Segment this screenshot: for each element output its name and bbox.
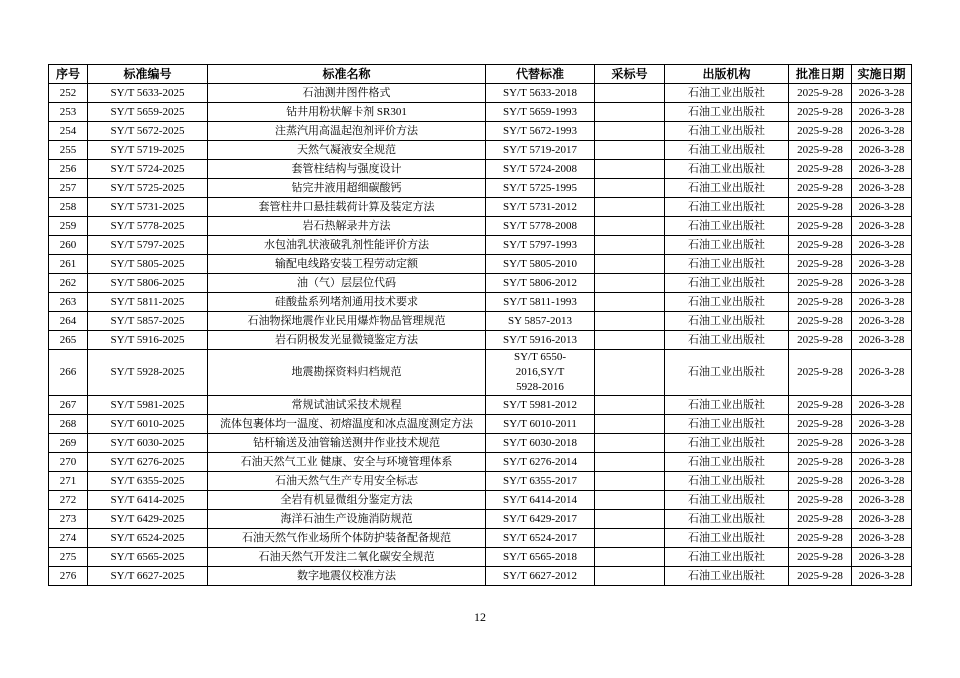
effective-date-cell: 2026-3-28 bbox=[852, 350, 912, 396]
standard-name-cell: 海洋石油生产设施消防规范 bbox=[208, 510, 486, 529]
replaced-standard-cell: SY/T 5981-2012 bbox=[486, 396, 595, 415]
row-number-cell: 268 bbox=[49, 415, 88, 434]
header-cell: 标准编号 bbox=[88, 65, 208, 84]
header-cell: 序号 bbox=[49, 65, 88, 84]
publisher-cell: 石油工业出版社 bbox=[665, 198, 789, 217]
publisher-cell: 石油工业出版社 bbox=[665, 236, 789, 255]
adopted-standard-cell bbox=[595, 198, 665, 217]
effective-date-cell: 2026-3-28 bbox=[852, 434, 912, 453]
standard-name-cell: 钻杆输送及油管输送测井作业技术规范 bbox=[208, 434, 486, 453]
publisher-cell: 石油工业出版社 bbox=[665, 548, 789, 567]
table-row bbox=[49, 103, 912, 122]
row-number-cell: 274 bbox=[49, 529, 88, 548]
adopted-standard-cell bbox=[595, 312, 665, 331]
replaced-standard-cell: SY/T 6565-2018 bbox=[486, 548, 595, 567]
publisher-cell: 石油工业出版社 bbox=[665, 415, 789, 434]
standard-code-cell: SY/T 5724-2025 bbox=[88, 160, 208, 179]
approval-date-cell: 2025-9-28 bbox=[789, 434, 852, 453]
row-number-cell: 266 bbox=[49, 350, 88, 396]
standard-name-cell: 硅酸盐系列堵剂通用技术要求 bbox=[208, 293, 486, 312]
approval-date-cell: 2025-9-28 bbox=[789, 510, 852, 529]
adopted-standard-cell bbox=[595, 236, 665, 255]
approval-date-cell: 2025-9-28 bbox=[789, 491, 852, 510]
standard-code-cell: SY/T 5981-2025 bbox=[88, 396, 208, 415]
standard-code-cell: SY/T 5805-2025 bbox=[88, 255, 208, 274]
standard-name-cell: 石油天然气生产专用安全标志 bbox=[208, 472, 486, 491]
approval-date-cell: 2025-9-28 bbox=[789, 217, 852, 236]
effective-date-cell: 2026-3-28 bbox=[852, 415, 912, 434]
adopted-standard-cell bbox=[595, 472, 665, 491]
standard-code-cell: SY/T 5811-2025 bbox=[88, 293, 208, 312]
effective-date-cell: 2026-3-28 bbox=[852, 274, 912, 293]
publisher-cell: 石油工业出版社 bbox=[665, 293, 789, 312]
replaced-standard-cell: SY/T 6524-2017 bbox=[486, 529, 595, 548]
standard-name-cell: 套管柱结构与强度设计 bbox=[208, 160, 486, 179]
replaced-standard-cell: SY/T 6429-2017 bbox=[486, 510, 595, 529]
standard-name-cell: 石油天然气作业场所个体防护装备配备规范 bbox=[208, 529, 486, 548]
effective-date-cell: 2026-3-28 bbox=[852, 529, 912, 548]
approval-date-cell: 2025-9-28 bbox=[789, 331, 852, 350]
approval-date-cell: 2025-9-28 bbox=[789, 396, 852, 415]
standard-name-cell: 地震勘探资料归档规范 bbox=[208, 350, 486, 396]
row-number-cell: 256 bbox=[49, 160, 88, 179]
standard-code-cell: SY/T 6524-2025 bbox=[88, 529, 208, 548]
adopted-standard-cell bbox=[595, 84, 665, 103]
adopted-standard-cell bbox=[595, 529, 665, 548]
table-row bbox=[49, 312, 912, 331]
standard-code-cell: SY/T 6565-2025 bbox=[88, 548, 208, 567]
row-number-cell: 254 bbox=[49, 122, 88, 141]
replaced-standard-cell: SY/T 6355-2017 bbox=[486, 472, 595, 491]
table-row bbox=[49, 217, 912, 236]
row-number-cell: 255 bbox=[49, 141, 88, 160]
table-row bbox=[49, 255, 912, 274]
publisher-cell: 石油工业出版社 bbox=[665, 84, 789, 103]
header-cell: 标准名称 bbox=[208, 65, 486, 84]
row-number-cell: 271 bbox=[49, 472, 88, 491]
publisher-cell: 石油工业出版社 bbox=[665, 453, 789, 472]
standard-code-cell: SY/T 5857-2025 bbox=[88, 312, 208, 331]
standard-name-cell: 油（气）层层位代码 bbox=[208, 274, 486, 293]
standard-code-cell: SY/T 5672-2025 bbox=[88, 122, 208, 141]
standard-code-cell: SY/T 5659-2025 bbox=[88, 103, 208, 122]
adopted-standard-cell bbox=[595, 160, 665, 179]
replaced-standard-cell: SY/T 5724-2008 bbox=[486, 160, 595, 179]
standard-code-cell: SY/T 5797-2025 bbox=[88, 236, 208, 255]
header-cell: 实施日期 bbox=[852, 65, 912, 84]
publisher-cell: 石油工业出版社 bbox=[665, 350, 789, 396]
effective-date-cell: 2026-3-28 bbox=[852, 396, 912, 415]
replaced-standard-cell: SY/T 5725-1995 bbox=[486, 179, 595, 198]
replaced-standard-cell: SY/T 5778-2008 bbox=[486, 217, 595, 236]
approval-date-cell: 2025-9-28 bbox=[789, 103, 852, 122]
table-row bbox=[49, 415, 912, 434]
row-number-cell: 253 bbox=[49, 103, 88, 122]
publisher-cell: 石油工业出版社 bbox=[665, 491, 789, 510]
effective-date-cell: 2026-3-28 bbox=[852, 453, 912, 472]
effective-date-cell: 2026-3-28 bbox=[852, 84, 912, 103]
publisher-cell: 石油工业出版社 bbox=[665, 274, 789, 293]
adopted-standard-cell bbox=[595, 548, 665, 567]
page-number: 12 bbox=[474, 610, 486, 624]
table-row bbox=[49, 529, 912, 548]
standard-name-cell: 水包油乳状液破乳剂性能评价方法 bbox=[208, 236, 486, 255]
publisher-cell: 石油工业出版社 bbox=[665, 217, 789, 236]
adopted-standard-cell bbox=[595, 491, 665, 510]
effective-date-cell: 2026-3-28 bbox=[852, 198, 912, 217]
replaced-standard-cell: SY/T 6030-2018 bbox=[486, 434, 595, 453]
effective-date-cell: 2026-3-28 bbox=[852, 122, 912, 141]
row-number-cell: 258 bbox=[49, 198, 88, 217]
replaced-standard-cell: SY 5857-2013 bbox=[486, 312, 595, 331]
adopted-standard-cell bbox=[595, 453, 665, 472]
row-number-cell: 263 bbox=[49, 293, 88, 312]
approval-date-cell: 2025-9-28 bbox=[789, 84, 852, 103]
standard-code-cell: SY/T 5633-2025 bbox=[88, 84, 208, 103]
row-number-cell: 262 bbox=[49, 274, 88, 293]
standard-name-cell: 数字地震仪校准方法 bbox=[208, 567, 486, 586]
approval-date-cell: 2025-9-28 bbox=[789, 274, 852, 293]
adopted-standard-cell bbox=[595, 567, 665, 586]
adopted-standard-cell bbox=[595, 331, 665, 350]
row-number-cell: 264 bbox=[49, 312, 88, 331]
publisher-cell: 石油工业出版社 bbox=[665, 160, 789, 179]
effective-date-cell: 2026-3-28 bbox=[852, 103, 912, 122]
table-row bbox=[49, 293, 912, 312]
standard-code-cell: SY/T 6030-2025 bbox=[88, 434, 208, 453]
row-number-cell: 272 bbox=[49, 491, 88, 510]
standard-code-cell: SY/T 6414-2025 bbox=[88, 491, 208, 510]
effective-date-cell: 2026-3-28 bbox=[852, 312, 912, 331]
publisher-cell: 石油工业出版社 bbox=[665, 529, 789, 548]
replaced-standard-cell: SY/T 5797-1993 bbox=[486, 236, 595, 255]
table-row bbox=[49, 236, 912, 255]
row-number-cell: 273 bbox=[49, 510, 88, 529]
replaced-standard-cell: SY/T 5811-1993 bbox=[486, 293, 595, 312]
standards-table bbox=[48, 64, 912, 586]
effective-date-cell: 2026-3-28 bbox=[852, 510, 912, 529]
approval-date-cell: 2025-9-28 bbox=[789, 312, 852, 331]
effective-date-cell: 2026-3-28 bbox=[852, 255, 912, 274]
row-number-cell: 252 bbox=[49, 84, 88, 103]
adopted-standard-cell bbox=[595, 217, 665, 236]
publisher-cell: 石油工业出版社 bbox=[665, 472, 789, 491]
approval-date-cell: 2025-9-28 bbox=[789, 141, 852, 160]
adopted-standard-cell bbox=[595, 434, 665, 453]
standard-name-cell: 注蒸汽用高温起泡剂评价方法 bbox=[208, 122, 486, 141]
approval-date-cell: 2025-9-28 bbox=[789, 415, 852, 434]
adopted-standard-cell bbox=[595, 103, 665, 122]
replaced-standard-cell: SY/T 6627-2012 bbox=[486, 567, 595, 586]
row-number-cell: 267 bbox=[49, 396, 88, 415]
standard-name-cell: 石油物探地震作业民用爆炸物品管理规范 bbox=[208, 312, 486, 331]
approval-date-cell: 2025-9-28 bbox=[789, 179, 852, 198]
effective-date-cell: 2026-3-28 bbox=[852, 472, 912, 491]
replaced-standard-cell: SY/T 5806-2012 bbox=[486, 274, 595, 293]
table-row bbox=[49, 179, 912, 198]
approval-date-cell: 2025-9-28 bbox=[789, 236, 852, 255]
effective-date-cell: 2026-3-28 bbox=[852, 179, 912, 198]
replaced-standard-cell: SY/T 5633-2018 bbox=[486, 84, 595, 103]
standard-code-cell: SY/T 6276-2025 bbox=[88, 453, 208, 472]
header-cell: 批准日期 bbox=[789, 65, 852, 84]
adopted-standard-cell bbox=[595, 179, 665, 198]
table-row bbox=[49, 198, 912, 217]
standard-name-cell: 钻井用粉状解卡剂 SR301 bbox=[208, 103, 486, 122]
effective-date-cell: 2026-3-28 bbox=[852, 293, 912, 312]
effective-date-cell: 2026-3-28 bbox=[852, 567, 912, 586]
standard-code-cell: SY/T 5928-2025 bbox=[88, 350, 208, 396]
adopted-standard-cell bbox=[595, 350, 665, 396]
row-number-cell: 270 bbox=[49, 453, 88, 472]
table-row bbox=[49, 350, 912, 396]
adopted-standard-cell bbox=[595, 510, 665, 529]
row-number-cell: 265 bbox=[49, 331, 88, 350]
header-cell: 代替标准 bbox=[486, 65, 595, 84]
table-row bbox=[49, 331, 912, 350]
publisher-cell: 石油工业出版社 bbox=[665, 103, 789, 122]
table-row bbox=[49, 160, 912, 179]
table-row bbox=[49, 491, 912, 510]
adopted-standard-cell bbox=[595, 293, 665, 312]
table-row bbox=[49, 548, 912, 567]
approval-date-cell: 2025-9-28 bbox=[789, 198, 852, 217]
standard-code-cell: SY/T 6627-2025 bbox=[88, 567, 208, 586]
table-row bbox=[49, 84, 912, 103]
approval-date-cell: 2025-9-28 bbox=[789, 567, 852, 586]
publisher-cell: 石油工业出版社 bbox=[665, 141, 789, 160]
standard-name-cell: 石油天然气开发注二氧化碳安全规范 bbox=[208, 548, 486, 567]
table-row bbox=[49, 274, 912, 293]
row-number-cell: 261 bbox=[49, 255, 88, 274]
standard-name-cell: 岩石阴极发光显微镜鉴定方法 bbox=[208, 331, 486, 350]
standard-code-cell: SY/T 6010-2025 bbox=[88, 415, 208, 434]
standard-code-cell: SY/T 5719-2025 bbox=[88, 141, 208, 160]
replaced-standard-cell: SY/T 6414-2014 bbox=[486, 491, 595, 510]
row-number-cell: 269 bbox=[49, 434, 88, 453]
table-header-row bbox=[49, 65, 912, 84]
standard-name-cell: 套管柱井口悬挂载荷计算及装定方法 bbox=[208, 198, 486, 217]
header-cell: 采标号 bbox=[595, 65, 665, 84]
table-row bbox=[49, 472, 912, 491]
row-number-cell: 257 bbox=[49, 179, 88, 198]
replaced-standard-cell: SY/T 5672-1993 bbox=[486, 122, 595, 141]
effective-date-cell: 2026-3-28 bbox=[852, 160, 912, 179]
standard-name-cell: 流体包裹体均一温度、初熔温度和冰点温度测定方法 bbox=[208, 415, 486, 434]
standard-code-cell: SY/T 5916-2025 bbox=[88, 331, 208, 350]
effective-date-cell: 2026-3-28 bbox=[852, 217, 912, 236]
standard-name-cell: 钻完井液用超细碳酸钙 bbox=[208, 179, 486, 198]
publisher-cell: 石油工业出版社 bbox=[665, 255, 789, 274]
approval-date-cell: 2025-9-28 bbox=[789, 350, 852, 396]
standard-name-cell: 输配电线路安装工程劳动定额 bbox=[208, 255, 486, 274]
approval-date-cell: 2025-9-28 bbox=[789, 472, 852, 491]
standard-name-cell: 石油天然气工业 健康、安全与环境管理体系 bbox=[208, 453, 486, 472]
publisher-cell: 石油工业出版社 bbox=[665, 567, 789, 586]
publisher-cell: 石油工业出版社 bbox=[665, 122, 789, 141]
approval-date-cell: 2025-9-28 bbox=[789, 293, 852, 312]
replaced-standard-cell: SY/T 5731-2012 bbox=[486, 198, 595, 217]
approval-date-cell: 2025-9-28 bbox=[789, 529, 852, 548]
replaced-standard-cell: SY/T 5659-1993 bbox=[486, 103, 595, 122]
table-row bbox=[49, 567, 912, 586]
publisher-cell: 石油工业出版社 bbox=[665, 331, 789, 350]
table-row bbox=[49, 122, 912, 141]
table-row bbox=[49, 141, 912, 160]
approval-date-cell: 2025-9-28 bbox=[789, 160, 852, 179]
replaced-standard-cell: SY/T 6276-2014 bbox=[486, 453, 595, 472]
standard-code-cell: SY/T 5725-2025 bbox=[88, 179, 208, 198]
standard-name-cell: 常规试油试采技术规程 bbox=[208, 396, 486, 415]
row-number-cell: 259 bbox=[49, 217, 88, 236]
standard-name-cell: 全岩有机显微组分鉴定方法 bbox=[208, 491, 486, 510]
standard-name-cell: 岩石热解录井方法 bbox=[208, 217, 486, 236]
replaced-standard-cell: SY/T 5916-2013 bbox=[486, 331, 595, 350]
effective-date-cell: 2026-3-28 bbox=[852, 491, 912, 510]
row-number-cell: 260 bbox=[49, 236, 88, 255]
publisher-cell: 石油工业出版社 bbox=[665, 179, 789, 198]
effective-date-cell: 2026-3-28 bbox=[852, 548, 912, 567]
row-number-cell: 275 bbox=[49, 548, 88, 567]
approval-date-cell: 2025-9-28 bbox=[789, 122, 852, 141]
publisher-cell: 石油工业出版社 bbox=[665, 434, 789, 453]
standard-name-cell: 石油测井图件格式 bbox=[208, 84, 486, 103]
standard-code-cell: SY/T 6355-2025 bbox=[88, 472, 208, 491]
approval-date-cell: 2025-9-28 bbox=[789, 453, 852, 472]
effective-date-cell: 2026-3-28 bbox=[852, 141, 912, 160]
table-row bbox=[49, 434, 912, 453]
standard-code-cell: SY/T 5806-2025 bbox=[88, 274, 208, 293]
standard-code-cell: SY/T 5778-2025 bbox=[88, 217, 208, 236]
header-cell: 出版机构 bbox=[665, 65, 789, 84]
adopted-standard-cell bbox=[595, 274, 665, 293]
row-number-cell: 276 bbox=[49, 567, 88, 586]
adopted-standard-cell bbox=[595, 415, 665, 434]
adopted-standard-cell bbox=[595, 396, 665, 415]
adopted-standard-cell bbox=[595, 122, 665, 141]
publisher-cell: 石油工业出版社 bbox=[665, 396, 789, 415]
table-row bbox=[49, 396, 912, 415]
replaced-standard-cell: SY/T 6010-2011 bbox=[486, 415, 595, 434]
replaced-standard-cell: SY/T 5805-2010 bbox=[486, 255, 595, 274]
replaced-standard-cell: SY/T 5719-2017 bbox=[486, 141, 595, 160]
publisher-cell: 石油工业出版社 bbox=[665, 312, 789, 331]
table-row bbox=[49, 510, 912, 529]
approval-date-cell: 2025-9-28 bbox=[789, 548, 852, 567]
replaced-standard-cell: SY/T 6550-2016,SY/T 5928-2016 bbox=[486, 350, 595, 396]
table-row bbox=[49, 453, 912, 472]
standard-code-cell: SY/T 6429-2025 bbox=[88, 510, 208, 529]
standard-code-cell: SY/T 5731-2025 bbox=[88, 198, 208, 217]
effective-date-cell: 2026-3-28 bbox=[852, 331, 912, 350]
standard-name-cell: 天然气凝液安全规范 bbox=[208, 141, 486, 160]
effective-date-cell: 2026-3-28 bbox=[852, 236, 912, 255]
adopted-standard-cell bbox=[595, 255, 665, 274]
publisher-cell: 石油工业出版社 bbox=[665, 510, 789, 529]
approval-date-cell: 2025-9-28 bbox=[789, 255, 852, 274]
adopted-standard-cell bbox=[595, 141, 665, 160]
